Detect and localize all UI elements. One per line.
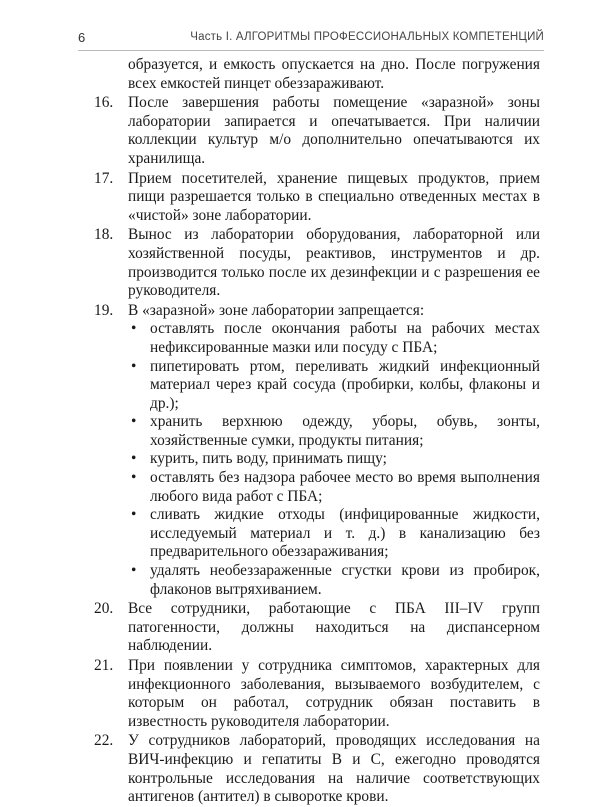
item-text: В «заразной» зоне лаборатории запрещается: [128,301,425,319]
item-text: При появлении у сотрудника симптомов, характерных для инфекционного заболевания, вызываемого возбудителем, с которым он работал, сотрудник обязан поставить в известность руководителя лаборатории. [128,657,540,730]
item-number: 22. [94,732,114,750]
bullet-icon: • [131,562,137,580]
item-number: 21. [94,657,114,674]
list-item-19 [94,302,540,600]
item-text: Вынос из лаборатории оборудования, лабораторной или хозяйственной посуды, реактивов, инструментов и др. производится только после их дезинфекции и с разрешения ее руководителя. [128,226,540,300]
bullet-icon: • [131,357,137,375]
continued-paragraph: образуется, и емкость опускается на дно. После погружения всех емкостей пинцет обеззараживают. [128,56,540,92]
item-number: 20. [94,600,114,618]
bullet-item: • оставлять без надзора рабочее место во время выполнения любого вида работ с ПБА; [131,469,540,505]
bullet-icon: • [131,469,137,487]
list-item-21 [94,657,540,731]
bullet-item: • удалять необеззараженные сгустки крови из пробирок, флаконов вытряхиванием. [131,562,540,598]
running-title: Часть I. АЛГОРИТМЫ ПРОФЕССИОНАЛЬНЫХ КОМПЕТЕНЦИЙ [190,31,544,43]
bullet-item: • курить, пить воду, принимать пищу; [131,450,387,468]
item-text: Прием посетителей, хранение пищевых продуктов, прием пищи разрешается только в специально отведенных местах в «чистой» зоне лаборатории. [128,169,540,224]
list-item-20 [94,600,540,656]
bullet-icon: • [131,320,137,338]
bullet-icon: • [131,506,137,524]
item-text: Все сотрудники, работающие с ПБА III–IV групп патогенности, должны находиться на диспансерном наблюдении. [128,600,540,655]
page-body [94,56,540,807]
item-text: После завершения работы помещение «заразной» зоны лаборатории запирается и опечатывается. При наличии коллекции культур м/о дополнительно опечатываются их хранилища. [128,94,540,167]
bullet-item: • пипетировать ртом, переливать жидкий инфекционный материал через край сосуда (пробирки, колбы, флаконы и др.); [131,357,540,412]
item-number: 18. [94,226,114,244]
bullet-icon: • [131,413,137,431]
bullet-item: • сливать жидкие отходы (инфицированные жидкости, исследуемый материал и т. д.) в канализацию без предварительного обеззараживания; [131,506,540,561]
list-item-22 [94,732,540,806]
list-item-16 [94,94,540,168]
bullet-item: • хранить верхнюю одежду, уборы, обувь, зонты, хозяйственные сумки, продукты питания; [131,413,540,449]
list-item-18 [94,226,540,300]
page-header [78,30,544,51]
list-item-17 [94,170,540,226]
prohibitions-list [128,320,540,599]
item-number: 17. [94,169,114,187]
item-number: 19. [94,301,114,319]
bullet-item: • оставлять после окончания работы на рабочих местах нефиксированные мазки или посуду с ПБА; [131,320,540,356]
item-number: 16. [94,94,114,112]
bullet-icon: • [131,450,137,468]
item-text: У сотрудников лабораторий, проводящих исследования на ВИЧ-инфекцию и гепатиты B и C, ежегодно проводятся контрольные исследования на наличие соответствующих антигенов (антител) в сыворотке крови. [128,732,540,806]
page-number: 6 [78,30,86,45]
